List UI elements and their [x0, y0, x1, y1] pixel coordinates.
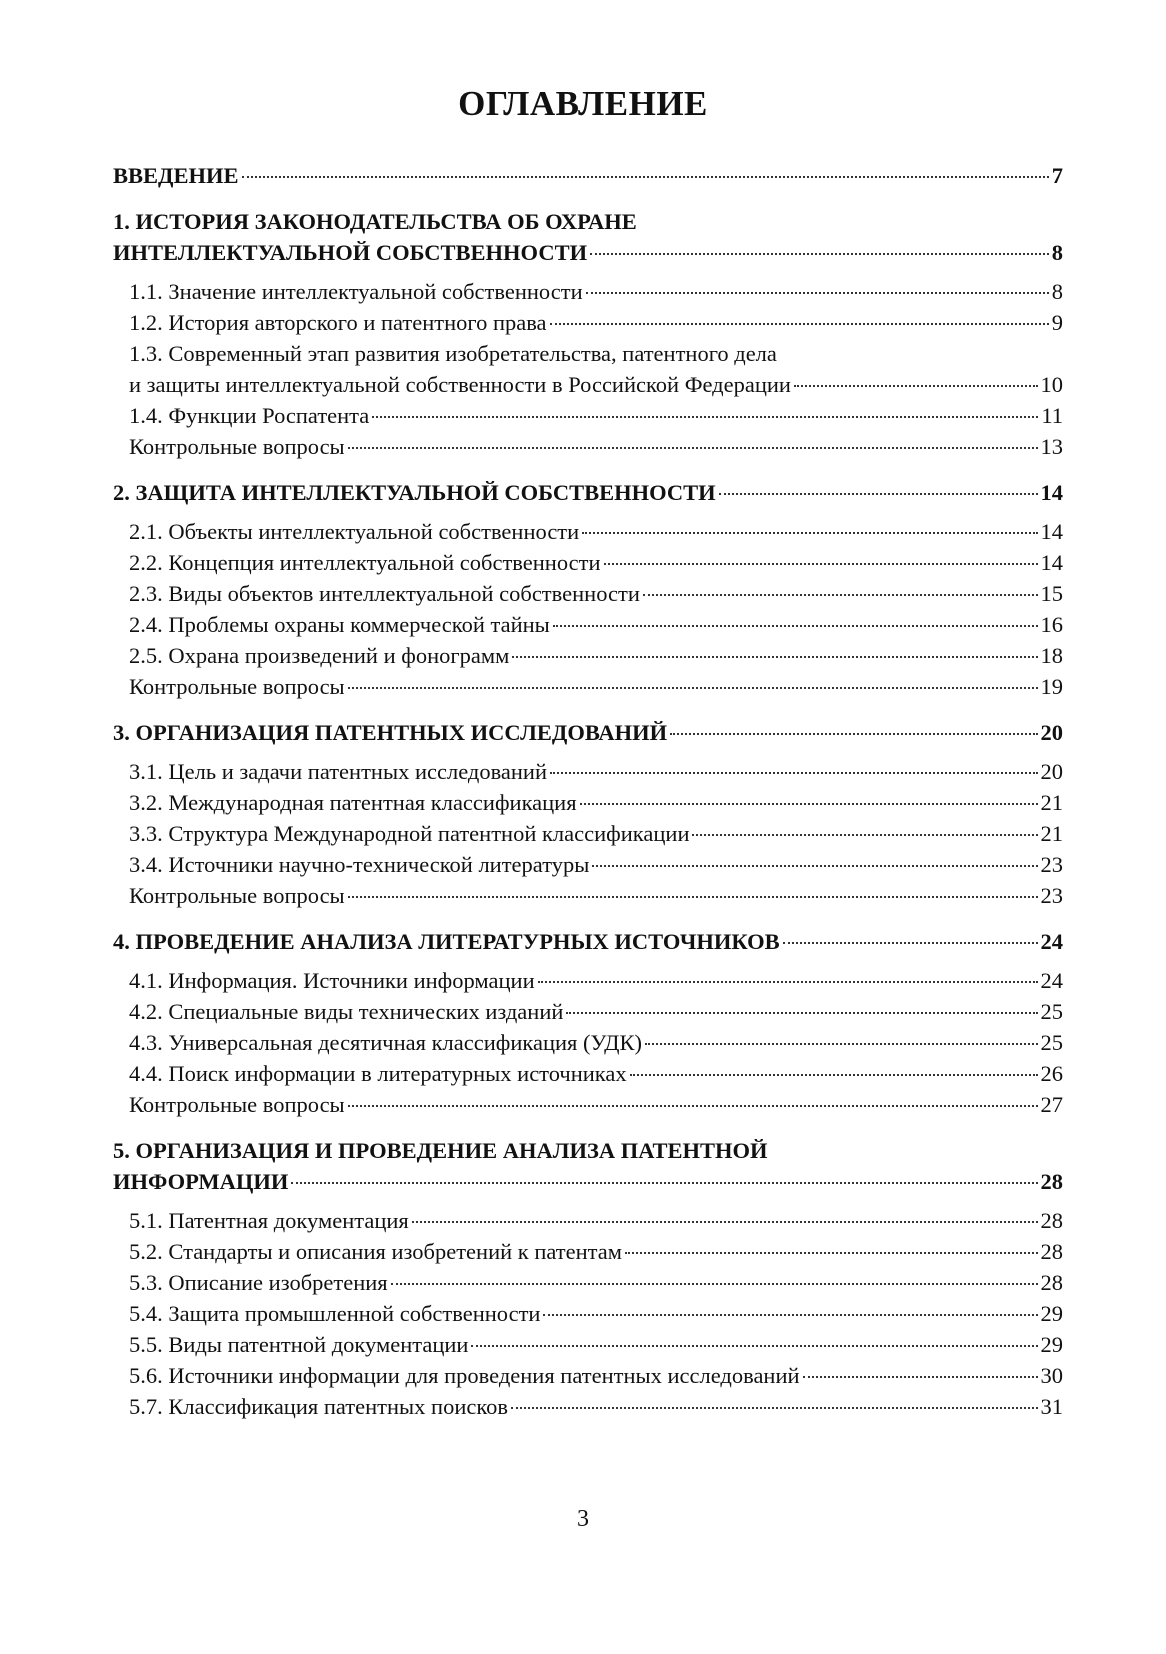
toc-entry[interactable]: [113, 640, 1063, 671]
toc-page-number: 28: [1040, 1208, 1063, 1233]
toc-section-3: [113, 717, 1063, 911]
toc-entry[interactable]: [113, 849, 1063, 880]
toc-page-number: 10: [1040, 372, 1063, 397]
toc-page-number: 24: [1040, 929, 1063, 954]
toc-entry-heading[interactable]: [113, 926, 1063, 957]
toc-page-number: 29: [1040, 1332, 1063, 1357]
toc-entry-heading[interactable]: [113, 717, 1063, 748]
toc-entry[interactable]: [113, 1267, 1063, 1298]
toc-page-number: 20: [1040, 759, 1063, 784]
toc-entry-intro[interactable]: [113, 160, 1063, 191]
toc-entry[interactable]: [113, 787, 1063, 818]
toc-section-2: [113, 477, 1063, 702]
toc-entry-text: 5.2. Стандарты и описания изобретений к патентам: [129, 1239, 622, 1264]
toc-entry[interactable]: [113, 756, 1063, 787]
toc-page-number: 7: [1051, 163, 1063, 188]
toc-entry-text: ИНТЕЛЛЕКТУАЛЬНОЙ СОБСТВЕННОСТИ: [113, 240, 588, 265]
toc-entry-text: ВВЕДЕНИЕ: [113, 163, 239, 188]
toc-page-number: 28: [1040, 1169, 1063, 1194]
toc-page-number: 14: [1040, 480, 1063, 505]
toc-spacer: [113, 268, 1063, 276]
toc-entry-text: 4.2. Специальные виды технических изданий: [129, 999, 564, 1024]
toc-section-1: [113, 206, 1063, 462]
toc-page-number: 9: [1051, 310, 1063, 335]
toc-intro: [113, 160, 1063, 191]
toc-entry[interactable]: [113, 818, 1063, 849]
toc-page-number: 31: [1040, 1394, 1063, 1419]
toc-entry-text: 2.4. Проблемы охраны коммерческой тайны: [129, 612, 550, 637]
toc-leader-dots: [291, 1182, 1037, 1184]
toc-entry[interactable]: [113, 1236, 1063, 1267]
toc-entry-text: 5.4. Защита промышленной собственности: [129, 1301, 541, 1326]
toc-item-line: 1.3. Современный этап развития изобретательства, патентного дела: [129, 341, 777, 366]
toc-entry-text: Контрольные вопросы: [129, 434, 345, 459]
toc-entry-text: 2.1. Объекты интеллектуальной собственности: [129, 519, 580, 544]
toc-entry-heading[interactable]: [113, 237, 1063, 268]
toc-entry[interactable]: [113, 276, 1063, 307]
toc-page-number: 15: [1040, 581, 1063, 606]
toc-leader-dots: [348, 896, 1038, 898]
toc-entry-text: 5.7. Классификация патентных поисков: [129, 1394, 509, 1419]
toc-page-number: 14: [1040, 550, 1063, 575]
toc-heading-line: 5. ОРГАНИЗАЦИЯ И ПРОВЕДЕНИЕ АНАЛИЗА ПАТЕНТНОЙ: [113, 1138, 768, 1163]
toc-entry-text: и защиты интеллектуальной собственности в Российской Федерации: [129, 372, 791, 397]
toc-entry[interactable]: [113, 1329, 1063, 1360]
toc-spacer: [113, 508, 1063, 516]
toc-entry-text: 3.2. Международная патентная классификация: [129, 790, 577, 815]
toc-entry[interactable]: [113, 1089, 1063, 1120]
toc-entry[interactable]: [113, 578, 1063, 609]
toc-page-number: 24: [1040, 968, 1063, 993]
toc-leader-dots: [543, 1314, 1037, 1316]
toc-page-number: 23: [1040, 852, 1063, 877]
toc-page-number: 20: [1040, 720, 1063, 745]
toc-page-number: 13: [1040, 434, 1063, 459]
toc-entry[interactable]: [113, 1205, 1063, 1236]
toc-entry-text: 2.2. Концепция интеллектуальной собственности: [129, 550, 601, 575]
toc-leader-dots: [512, 656, 1037, 658]
toc-leader-dots: [553, 625, 1038, 627]
toc-page-number: 14: [1040, 519, 1063, 544]
toc-entry-text: 3.1. Цель и задачи патентных исследований: [129, 759, 548, 784]
toc-entry-text: 5.5. Виды патентной документации: [129, 1332, 469, 1357]
toc-entry[interactable]: [113, 1360, 1063, 1391]
toc-entry[interactable]: [113, 671, 1063, 702]
toc-entry-text: 1.1. Значение интеллектуальной собственности: [129, 279, 583, 304]
toc-leader-dots: [645, 1043, 1037, 1045]
toc-entry[interactable]: [113, 369, 1063, 400]
toc-entry-text: 5.6. Источники информации для проведения патентных исследований: [129, 1363, 800, 1388]
toc-entry-text: 2.3. Виды объектов интеллектуальной собственности: [129, 581, 640, 606]
toc-entry[interactable]: [113, 1027, 1063, 1058]
toc-leader-dots: [625, 1252, 1038, 1254]
toc-leader-dots: [391, 1283, 1038, 1285]
toc-leader-dots: [719, 493, 1038, 495]
toc-leader-dots: [412, 1221, 1038, 1223]
toc-entry[interactable]: [113, 1298, 1063, 1329]
toc-section-4: [113, 926, 1063, 1120]
toc-entry[interactable]: [113, 996, 1063, 1027]
toc-entry[interactable]: [113, 431, 1063, 462]
toc-entry[interactable]: [113, 307, 1063, 338]
toc-leader-dots: [538, 981, 1038, 983]
toc-leader-dots: [630, 1074, 1038, 1076]
toc-entry-heading[interactable]: [113, 477, 1063, 508]
toc-leader-dots: [348, 447, 1038, 449]
toc-leader-dots: [550, 323, 1049, 325]
toc-entry-text: 5.1. Патентная документация: [129, 1208, 409, 1233]
toc-page-number: 23: [1040, 883, 1063, 908]
toc-entry-text: 4.3. Универсальная десятичная классификация (УДК): [129, 1030, 643, 1055]
toc-leader-dots: [242, 176, 1049, 178]
toc-leader-dots: [550, 772, 1037, 774]
toc-page-number: 19: [1040, 674, 1063, 699]
toc-leader-dots: [348, 687, 1038, 689]
toc-page-number: 28: [1040, 1270, 1063, 1295]
toc-page-number: 8: [1051, 240, 1063, 265]
toc-page-number: 8: [1051, 279, 1063, 304]
toc-page-number: 27: [1040, 1092, 1063, 1117]
toc-leader-dots: [670, 733, 1037, 735]
toc-entry-text: ИНФОРМАЦИИ: [113, 1169, 289, 1194]
toc-leader-dots: [586, 292, 1049, 294]
toc-leader-dots: [580, 803, 1038, 805]
toc-entry-text: 4.1. Информация. Источники информации: [129, 968, 535, 993]
toc-spacer: [113, 1197, 1063, 1205]
toc-leader-dots: [794, 385, 1038, 387]
toc-entry[interactable]: [113, 1058, 1063, 1089]
toc-leader-dots: [582, 532, 1037, 534]
toc-page-number: 30: [1040, 1363, 1063, 1388]
toc-leader-dots: [348, 1105, 1038, 1107]
toc-page-number: 18: [1040, 643, 1063, 668]
toc-entry-text: 4. ПРОВЕДЕНИЕ АНАЛИЗА ЛИТЕРАТУРНЫХ ИСТОЧНИКОВ: [113, 929, 780, 954]
table-of-contents: [113, 160, 1063, 1422]
toc-entry-text: 3. ОРГАНИЗАЦИЯ ПАТЕНТНЫХ ИССЛЕДОВАНИЙ: [113, 720, 668, 745]
toc-page-number: 11: [1041, 403, 1063, 428]
toc-entry-text: 1.2. История авторского и патентного права: [129, 310, 547, 335]
toc-section-5: [113, 1135, 1063, 1422]
page-title: ОГЛАВЛЕНИЕ: [458, 84, 708, 123]
toc-leader-dots: [590, 253, 1049, 255]
toc-leader-dots: [592, 865, 1037, 867]
toc-entry[interactable]: [113, 547, 1063, 578]
toc-page-number: 25: [1040, 999, 1063, 1024]
toc-page-number: 21: [1040, 790, 1063, 815]
toc-entry-text: 1.4. Функции Роспатента: [129, 403, 370, 428]
toc-leader-dots: [566, 1012, 1037, 1014]
toc-page-number: 29: [1040, 1301, 1063, 1326]
toc-entry-text: Контрольные вопросы: [129, 674, 345, 699]
toc-entry[interactable]: [113, 516, 1063, 547]
page-number: 3: [577, 1506, 589, 1532]
toc-leader-dots: [471, 1345, 1037, 1347]
toc-spacer: [113, 748, 1063, 756]
toc-page-number: 25: [1040, 1030, 1063, 1055]
toc-entry-text: 5.3. Описание изобретения: [129, 1270, 388, 1295]
toc-spacer: [113, 957, 1063, 965]
toc-entry[interactable]: [113, 400, 1063, 431]
toc-leader-dots: [783, 942, 1038, 944]
toc-entry-text: 3.3. Структура Международной патентной классификации: [129, 821, 690, 846]
toc-leader-dots: [692, 834, 1037, 836]
toc-leader-dots: [511, 1407, 1037, 1409]
toc-entry-text: Контрольные вопросы: [129, 883, 345, 908]
toc-entry[interactable]: [113, 880, 1063, 911]
toc-page-number: 21: [1040, 821, 1063, 846]
toc-leader-dots: [372, 416, 1038, 418]
toc-page-number: 16: [1040, 612, 1063, 637]
toc-entry-text: 4.4. Поиск информации в литературных источниках: [129, 1061, 627, 1086]
toc-entry-text: Контрольные вопросы: [129, 1092, 345, 1117]
toc-entry-text: 2.5. Охрана произведений и фонограмм: [129, 643, 510, 668]
toc-entry[interactable]: [113, 1391, 1063, 1422]
toc-page-number: 28: [1040, 1239, 1063, 1264]
toc-entry-text: 3.4. Источники научно-технической литературы: [129, 852, 590, 877]
toc-entry-text: 2. ЗАЩИТА ИНТЕЛЛЕКТУАЛЬНОЙ СОБСТВЕННОСТИ: [113, 480, 716, 505]
toc-entry[interactable]: [113, 609, 1063, 640]
toc-entry-heading[interactable]: [113, 1166, 1063, 1197]
toc-leader-dots: [803, 1376, 1038, 1378]
toc-leader-dots: [604, 563, 1038, 565]
toc-leader-dots: [643, 594, 1038, 596]
toc-entry[interactable]: [113, 965, 1063, 996]
toc-heading-line: 1. ИСТОРИЯ ЗАКОНОДАТЕЛЬСТВА ОБ ОХРАНЕ: [113, 209, 637, 234]
toc-page-number: 26: [1040, 1061, 1063, 1086]
